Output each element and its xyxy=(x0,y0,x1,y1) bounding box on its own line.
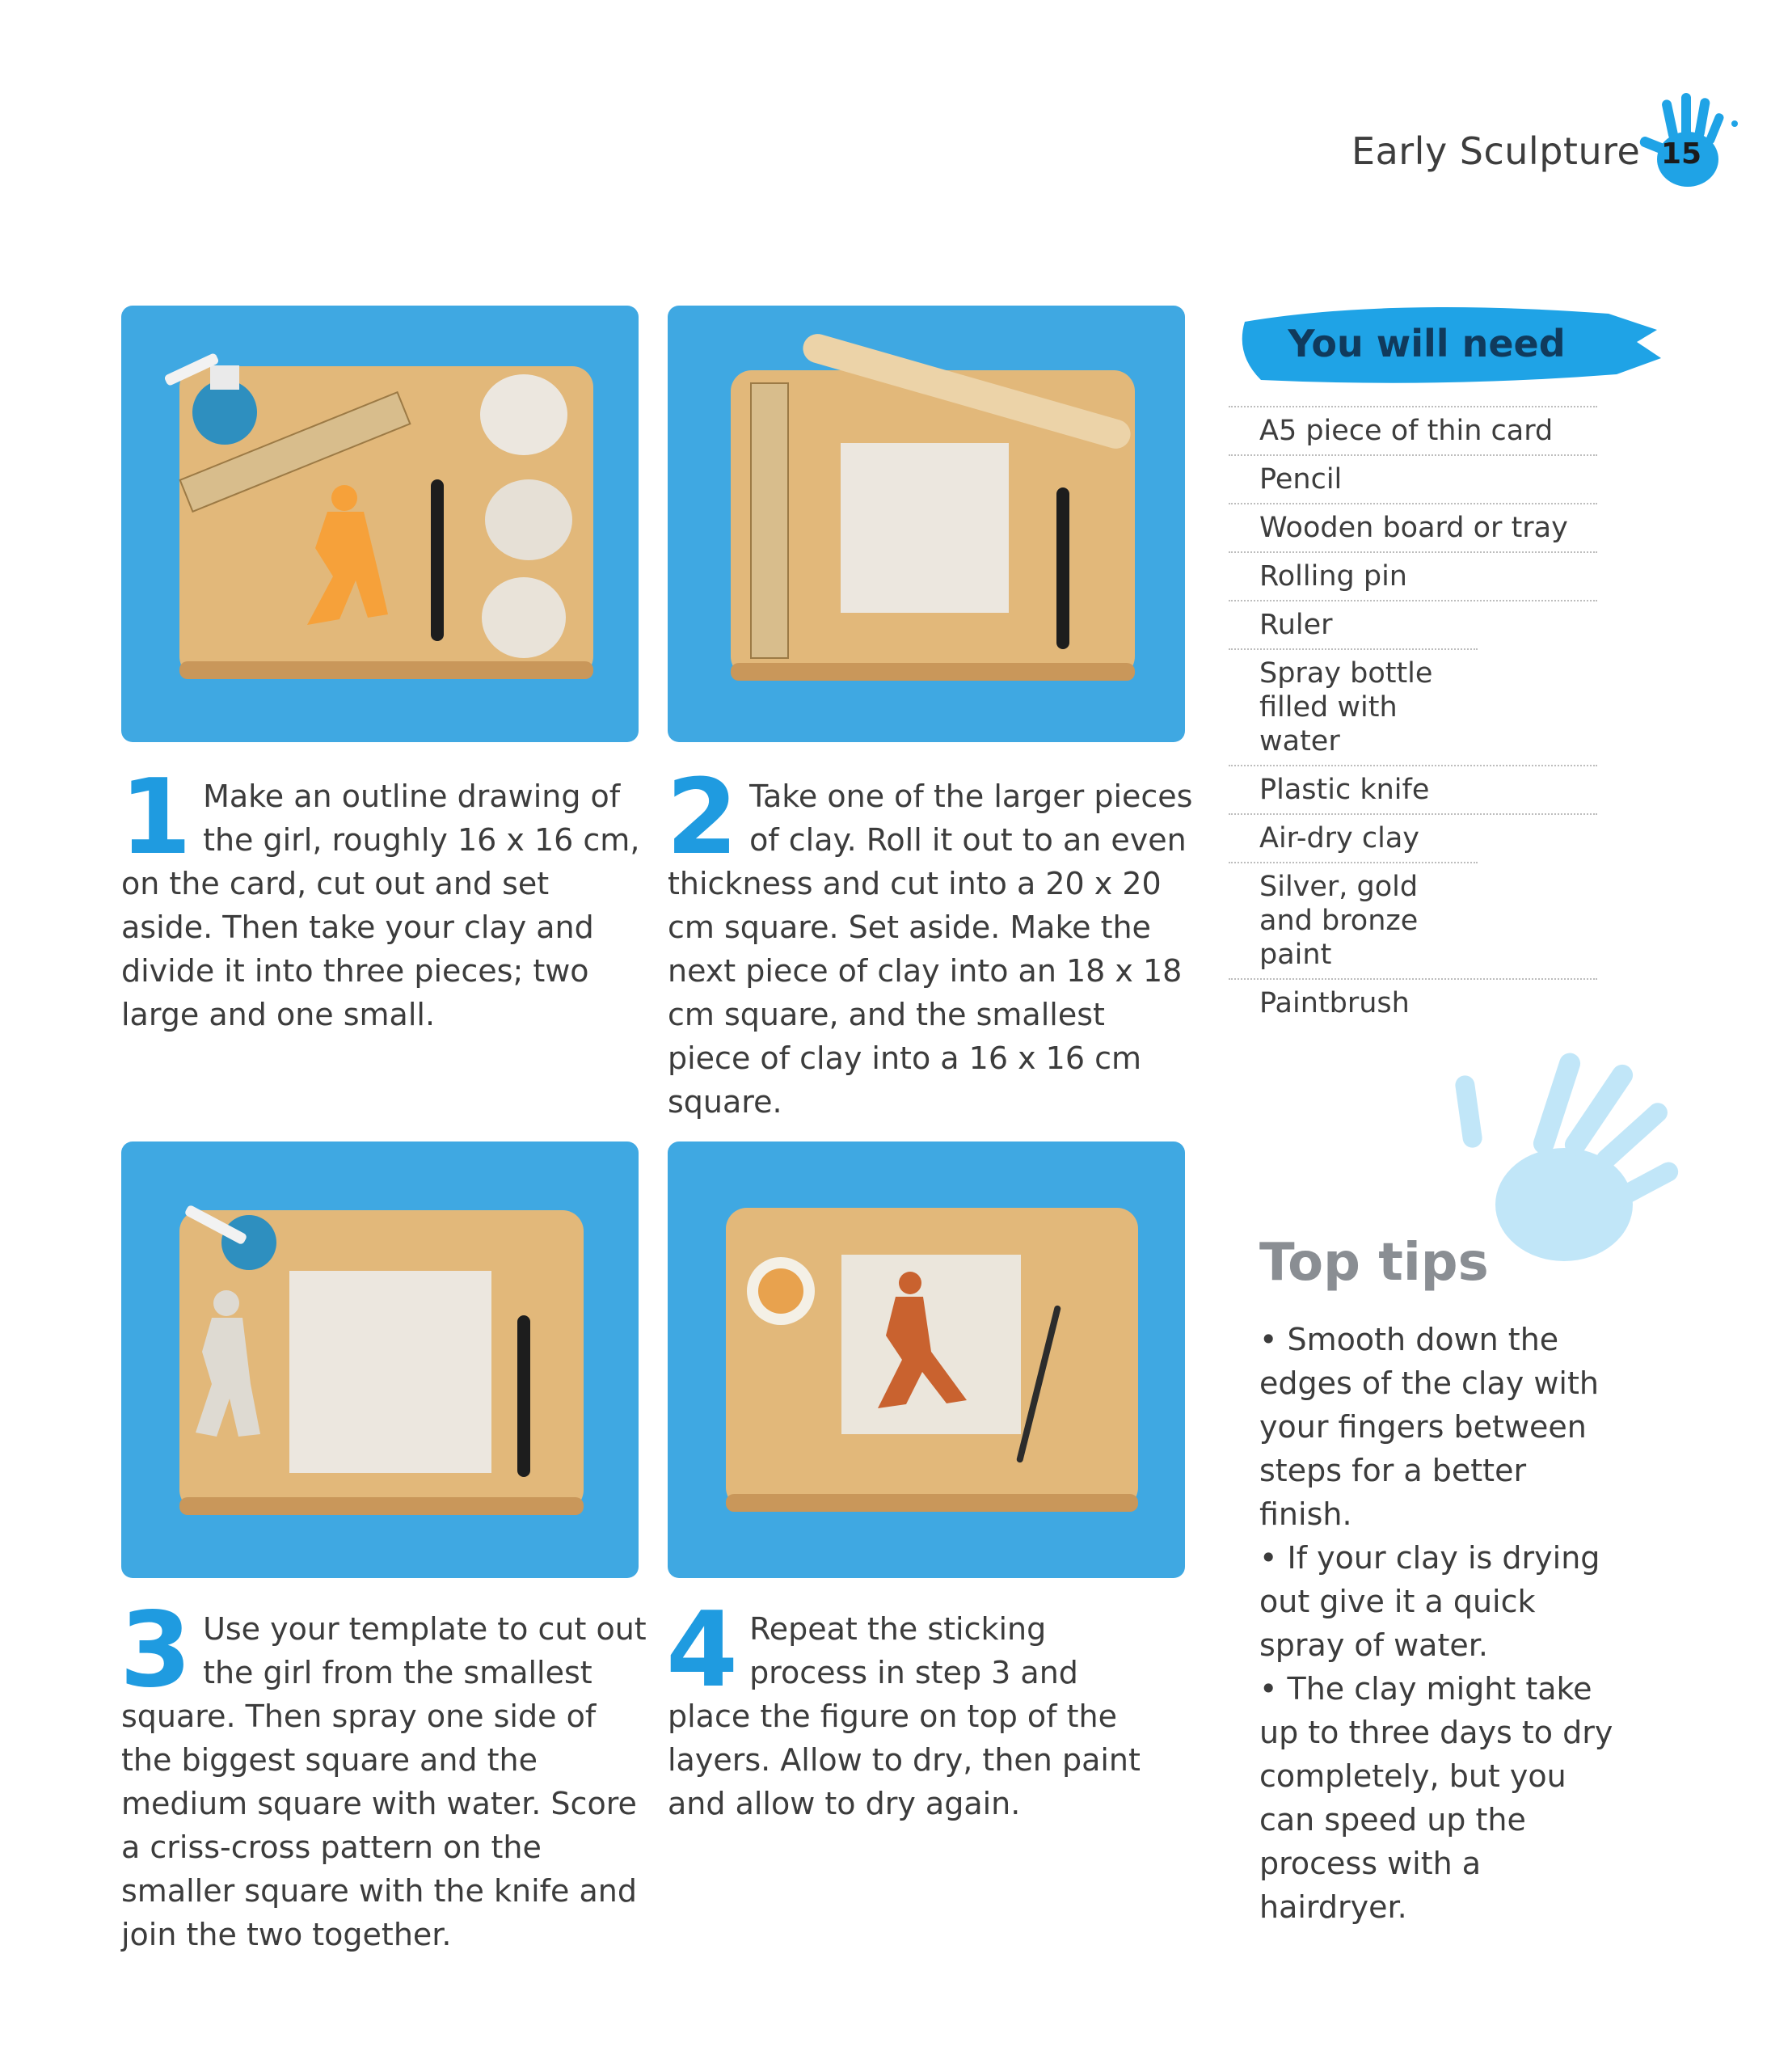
plastic-knife-icon xyxy=(517,1315,530,1477)
step-3-photo xyxy=(121,1141,639,1578)
list-item: Rolling pin xyxy=(1229,551,1597,600)
list-item: Wooden board or tray xyxy=(1229,503,1597,551)
step-text: Repeat the sticking process in step 3 and place the figure on top of the layers. Allow to dry, then paint and allow to dry again. xyxy=(668,1611,1141,1821)
clay-square xyxy=(841,1255,1021,1434)
clay-ball-icon xyxy=(480,374,572,658)
step-4-photo xyxy=(668,1141,1185,1578)
list-item: • Smooth down the edges of the clay with your fingers between steps for a better finish. xyxy=(1259,1318,1615,1536)
step-text: Make an outline drawing of the girl, roughly 16 x 16 cm, on the card, cut out and set aside. Then take your clay and divide it into three pieces; two large and one small. xyxy=(121,779,640,1032)
step-2 xyxy=(666,757,1193,1124)
ruler-icon xyxy=(751,383,788,658)
step-3 xyxy=(120,1590,647,1956)
top-tips-title: Top tips xyxy=(1259,1233,1489,1293)
chapter-title: Early Sculpture xyxy=(1351,129,1641,173)
list-item: Paintbrush xyxy=(1229,978,1597,1027)
step-text: Take one of the larger pieces of clay. Roll it out to an even thickness and cut into a 20 x 20 cm square. Set aside. Make the next piece of clay into an 18 x 18 cm square, and the smallest piece of clay into a 16 x 16 cm square. xyxy=(668,779,1193,1120)
list-item: • If your clay is drying out give it a quick spray of water. xyxy=(1259,1536,1615,1667)
step-1-photo xyxy=(121,306,639,742)
list-item: Pencil xyxy=(1229,454,1597,503)
list-item: Silver, gold and bronze paint xyxy=(1229,862,1478,978)
step-number: 4 xyxy=(666,1590,739,1711)
step-number: 3 xyxy=(120,1590,192,1711)
clay-square xyxy=(841,443,1009,613)
plastic-knife-icon xyxy=(431,479,444,641)
step-number: 2 xyxy=(666,757,739,878)
step-4-illustration xyxy=(668,1141,1185,1578)
list-item: Spray bottle filled with water xyxy=(1229,648,1478,765)
plastic-knife-icon xyxy=(1056,487,1069,649)
list-item: Air-dry clay xyxy=(1229,813,1597,862)
list-item: • The clay might take up to three days to dry completely, but you can speed up the process with a hairdryer. xyxy=(1259,1667,1615,1929)
step-2-illustration xyxy=(668,306,1185,742)
list-item: Ruler xyxy=(1229,600,1597,648)
page-number: 15 xyxy=(1661,137,1702,171)
step-1 xyxy=(120,757,647,1036)
you-will-need-title: You will need xyxy=(1288,322,1566,365)
clay-square xyxy=(289,1271,491,1473)
tips-list xyxy=(1259,1318,1615,1929)
materials-list xyxy=(1229,406,1597,1027)
step-4 xyxy=(666,1590,1153,1825)
step-3-illustration xyxy=(121,1141,639,1578)
list-item: Plastic knife xyxy=(1229,765,1597,813)
step-text: Use your template to cut out the girl from the smallest square. Then spray one side of the biggest square and the medium square with water. Score a criss-cross pattern on the smaller square with the knife and join the two together. xyxy=(121,1611,647,1952)
step-2-photo xyxy=(668,306,1185,742)
spray-bottle-icon xyxy=(163,352,257,445)
step-number: 1 xyxy=(120,757,192,878)
paint-pot-icon xyxy=(747,1257,815,1325)
list-item: A5 piece of thin card xyxy=(1229,406,1597,454)
step-1-illustration xyxy=(121,306,639,742)
